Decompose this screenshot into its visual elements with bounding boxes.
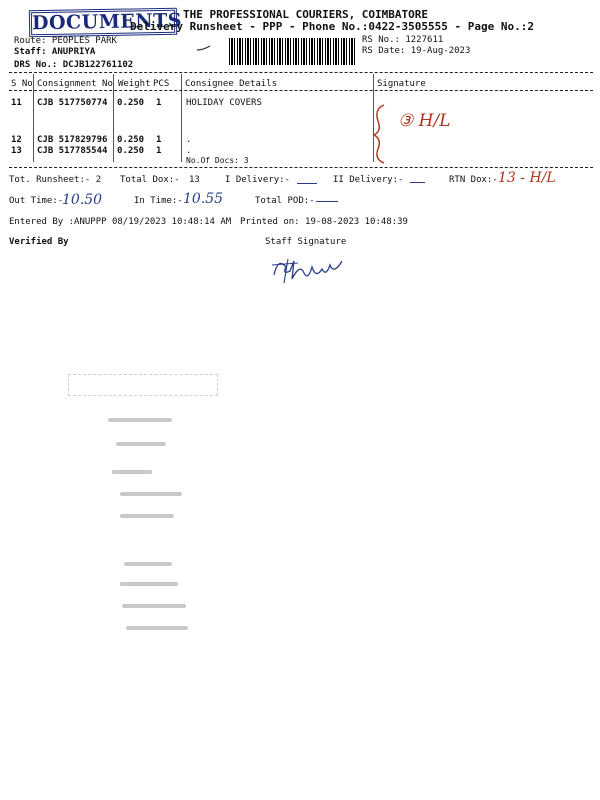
header-signature: Signature — [377, 79, 426, 89]
total-pod-dash — [316, 201, 338, 202]
row-sno: 12 — [11, 135, 22, 145]
entered-by: Entered By :ANUPPP 08/19/2023 10:48:14 AM — [9, 217, 232, 227]
rs-date: RS Date: 19-Aug-2023 — [362, 46, 471, 56]
header-sno: S No — [11, 79, 33, 89]
header-weight: Weight — [118, 79, 151, 89]
table-top-line — [9, 72, 593, 73]
row-sno: 13 — [11, 146, 22, 156]
total-dox-label: Total Dox:- — [120, 175, 180, 185]
row-consignment: CJB 517829796 — [37, 135, 108, 145]
company-title: THE PROFESSIONAL COURIERS, COIMBATORE — [183, 8, 429, 21]
i-delivery-dash — [297, 183, 317, 184]
total-pod-label: Total POD:- — [255, 196, 315, 206]
rs-number: RS No.: 1227611 — [362, 35, 444, 45]
i-delivery-label: I Delivery:- — [225, 175, 291, 185]
row-details: . — [186, 146, 192, 156]
header-consignment: Consignment No — [37, 79, 113, 89]
header-consignee-details: Consignee Details — [185, 79, 278, 89]
rtn-dox-value: 13 - H/L — [498, 170, 556, 186]
header-bottom-line — [9, 90, 593, 91]
docs-count: No.Of Docs: 3 — [186, 156, 249, 165]
row-pcs: 1 — [156, 98, 162, 108]
in-time-label: In Time:- — [134, 196, 183, 206]
brace-mark-icon — [370, 103, 400, 165]
staff-label: Staff: ANUPRIYA — [14, 47, 96, 57]
row-consignment: CJB 517750774 — [37, 98, 108, 108]
faded-stamp — [68, 374, 218, 396]
row-sno: 11 — [11, 98, 22, 108]
barcode — [229, 38, 357, 65]
col-sep — [33, 74, 34, 162]
ii-delivery-dash — [410, 182, 425, 183]
drs-number: DRS No.: DCJB122761102 — [14, 60, 134, 70]
out-time-label: Out Time:- — [9, 196, 64, 206]
staff-signature-label: Staff Signature — [265, 237, 347, 247]
row-consignment: CJB 517785544 — [37, 146, 108, 156]
runsheet-subtitle: Delivery Runsheet - PPP - Phone No.:0422-3505555 - Page No.:2 — [130, 20, 534, 33]
row-details: HOLIDAY COVERS — [186, 98, 262, 108]
signature-note: ③ H/L — [398, 111, 451, 131]
staff-signature-icon — [268, 253, 348, 287]
printed-on: Printed on: 19-08-2023 10:48:39 — [240, 217, 408, 227]
ii-delivery-label: II Delivery:- — [333, 175, 404, 185]
col-sep — [113, 74, 114, 162]
route-label: Route: PEOPLES PARK — [14, 36, 117, 46]
bleed-through-marks — [100, 410, 230, 650]
col-sep — [181, 74, 182, 162]
total-runsheet: Tot. Runsheet:- 2 — [9, 175, 102, 185]
row-weight: 0.250 — [117, 135, 145, 145]
total-dox-value: 13 — [189, 175, 200, 185]
table-bottom-line — [9, 167, 593, 168]
row-pcs: 1 — [156, 146, 162, 156]
header-pcs: PCS — [153, 79, 170, 89]
rtn-dox-label: RTN Dox:- — [449, 175, 498, 185]
pen-mark-icon — [196, 44, 212, 52]
row-pcs: 1 — [156, 135, 162, 145]
row-weight: 0.250 — [117, 146, 145, 156]
in-time-value: 10.55 — [183, 191, 224, 207]
verified-by: Verified By — [9, 237, 69, 247]
row-details: . — [186, 135, 192, 145]
row-weight: 0.250 — [117, 98, 145, 108]
out-time-value: 10.50 — [62, 192, 103, 208]
documents-stamp: DOCUMENTS — [29, 8, 177, 38]
